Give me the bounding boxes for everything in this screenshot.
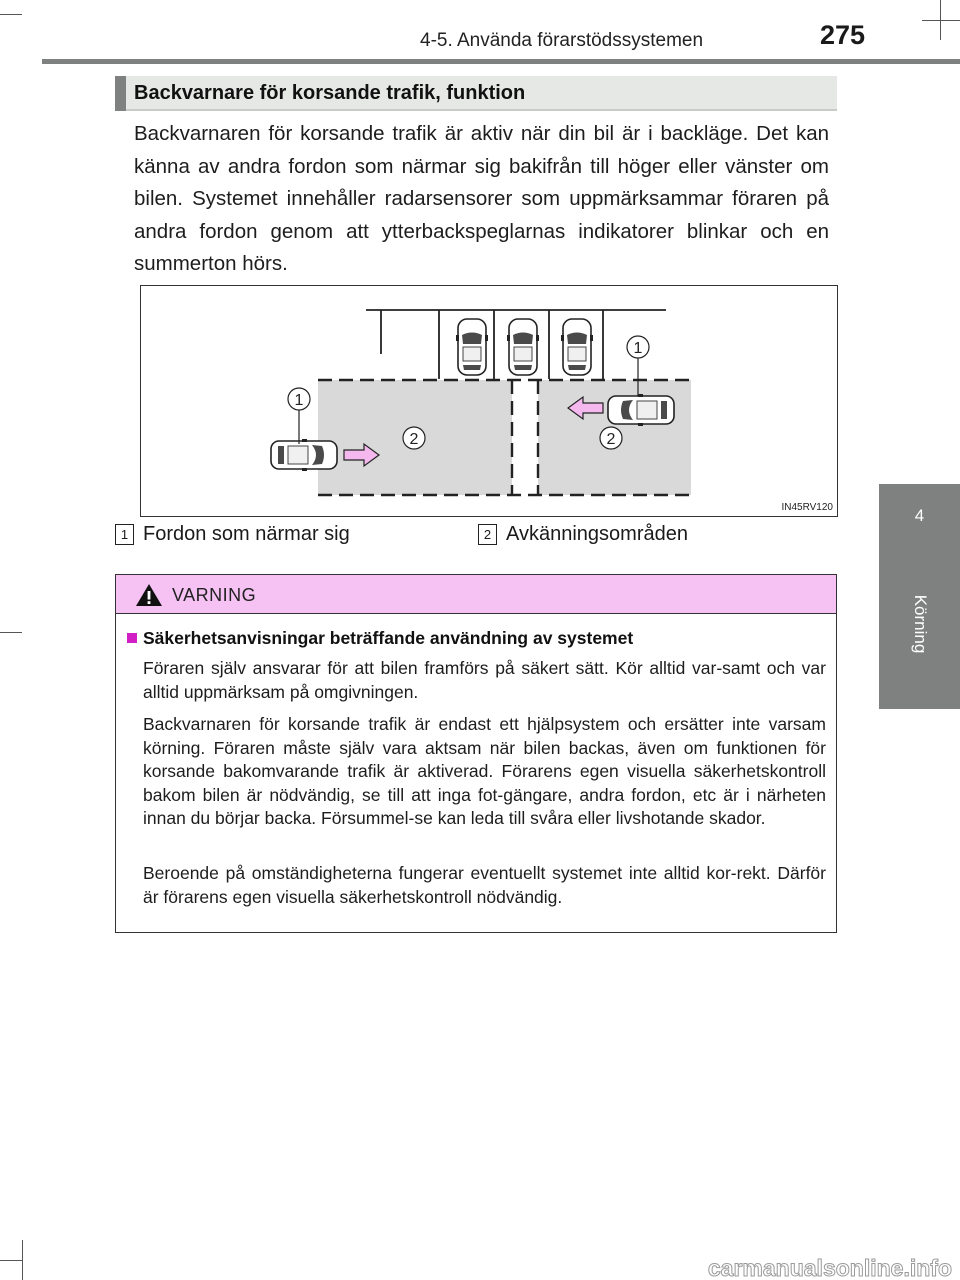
warning-triangle-icon: [135, 583, 163, 607]
callout-1-left-label: 1: [294, 392, 304, 409]
parking-lot-diagram: [141, 286, 837, 516]
approaching-vehicle-right: [608, 394, 674, 426]
callout-1-right-label: 1: [633, 340, 643, 357]
own-car-reversing: [507, 319, 539, 375]
legend-text: Avkänningsområden: [506, 523, 688, 545]
watermark-logo: [600, 1254, 956, 1280]
warning-paragraph: Föraren själv ansvarar för att bilen framförs på säkert sätt. Kör alltid var-samt och var alltid uppmärksam på omgivningen.: [143, 658, 826, 702]
callout-2-left-label: 2: [409, 431, 419, 448]
crop-mark: [0, 1260, 22, 1261]
crop-mark: [0, 632, 22, 633]
warning-subtitle: Säkerhetsanvisningar beträffande användning av systemet: [143, 628, 634, 648]
legend-number: 1: [115, 524, 134, 545]
parked-car: [561, 319, 593, 375]
callout-2-right-label: 2: [606, 431, 616, 448]
legend-number: 2: [478, 524, 497, 545]
crop-mark: [0, 14, 22, 15]
intro-paragraph: Backvarnaren för korsande trafik är aktiv när din bil är i backläge. Det kan känna av andra fordon som närmar sig bakifrån till höger eller vänster om bilen. Systemet innehåller radarsensorer som uppmärksammar föraren på andra fordon genom att ytterbackspeglarnas indikatorer blinkar och en summerton hörs.: [134, 122, 829, 275]
parking-lot-illustration: [140, 285, 838, 517]
approaching-vehicle-left: [271, 439, 337, 471]
warning-paragraph: Beroende på omständigheterna fungerar eventuellt systemet inte alltid kor-rekt. Därför är förarens egen visuella säkerhetskontroll nödvändig.: [143, 863, 826, 907]
parked-car: [456, 319, 488, 375]
watermark-text: carmanualsonline.info: [707, 1255, 952, 1280]
chapter-number: 4: [914, 506, 925, 525]
crop-mark: [922, 20, 960, 21]
figure-code: IN45RV120: [781, 502, 833, 513]
page-number: 275: [820, 20, 866, 50]
legend-item: [115, 523, 350, 546]
section-heading-accent: [115, 76, 126, 111]
bullet-square-icon: [127, 633, 137, 643]
crop-mark: [22, 1240, 23, 1280]
warning-title: VARNING: [172, 585, 257, 605]
warning-header: [116, 575, 836, 614]
warning-paragraph: Backvarnaren för korsande trafik är endast ett hjälpsystem och ersätter inte varsam körning. Föraren måste själv vara aktsam när bilen backas, även om funktionen för korsande bakomvarande trafik är aktiverad. Förarens egen visuella säkerhetskontroll bakom bilen är nödvändig, se till att inga fot-gängare, andra fordon, etc är i närheten innan du börjar backa. Försummel-se kan leda till svåra eller livshotande skador.: [143, 714, 826, 829]
warning-box: [115, 574, 837, 933]
chapter-tab[interactable]: [879, 484, 960, 709]
figure-legend: [115, 523, 837, 553]
running-header-section: 4-5. Använda förarstödssystemen: [420, 30, 704, 51]
header-rule: [42, 59, 960, 64]
section-title: Backvarnare för korsande trafik, funktion: [134, 82, 526, 104]
chapter-label: Körning: [910, 594, 930, 654]
legend-item: [478, 523, 688, 546]
legend-text: Fordon som närmar sig: [143, 523, 350, 545]
